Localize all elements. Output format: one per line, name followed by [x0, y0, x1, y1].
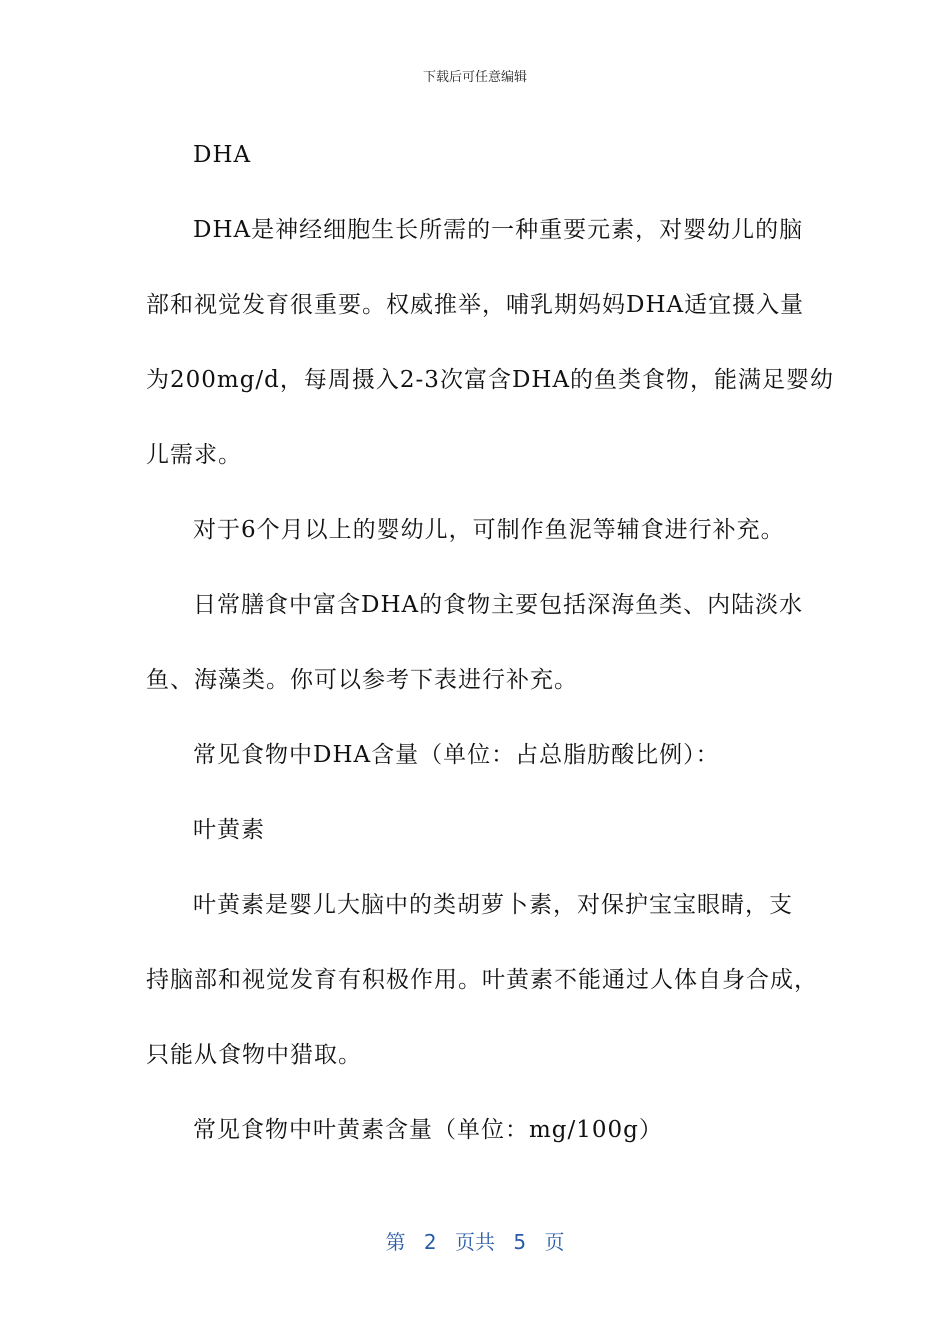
page-footer [0, 1226, 950, 1255]
paragraph-line: DHA是神经细胞生长所需的一种重要元素，对婴幼儿的脑 [193, 217, 804, 243]
footer-current-page: 2 [423, 1230, 437, 1254]
paragraph-line: 鱼、海藻类。你可以参考下表进行补充。 [146, 667, 578, 693]
paragraph-line: 儿需求。 [146, 442, 242, 468]
footer-total-pages: 5 [513, 1230, 527, 1254]
table-caption-lutein: 常见食物中叶黄素含量（单位：mg/100g） [193, 1117, 663, 1143]
paragraph-line: 只能从食物中猎取。 [146, 1042, 362, 1068]
paragraph-line: 日常膳食中富含DHA的食物主要包括深海鱼类、内陆淡水 [193, 592, 804, 618]
footer-prefix: 第 [385, 1230, 406, 1254]
paragraph-line: 对于6个月以上的婴幼儿，可制作鱼泥等辅食进行补充。 [193, 517, 785, 543]
document-body [146, 118, 835, 1168]
heading-lutein: 叶黄素 [193, 817, 265, 843]
paragraph-line: 为200mg/d，每周摄入2-3次富含DHA的鱼类食物，能满足婴幼 [146, 367, 835, 393]
paragraph-line: 部和视觉发育很重要。权威推举，哺乳期妈妈DHA适宜摄入量 [146, 292, 805, 318]
paragraph-line: 叶黄素是婴儿大脑中的类胡萝卜素，对保护宝宝眼睛，支 [193, 892, 793, 918]
footer-suffix: 页 [544, 1230, 565, 1254]
paragraph-line: 持脑部和视觉发育有积极作用。叶黄素不能通过人体自身合成， [146, 967, 818, 993]
heading-dha: DHA [193, 142, 252, 168]
table-caption-dha: 常见食物中DHA含量（单位：占总脂肪酸比例）： [193, 742, 720, 768]
footer-middle: 页共 [455, 1230, 495, 1254]
page-header-note: 下载后可任意编辑 [422, 70, 527, 85]
